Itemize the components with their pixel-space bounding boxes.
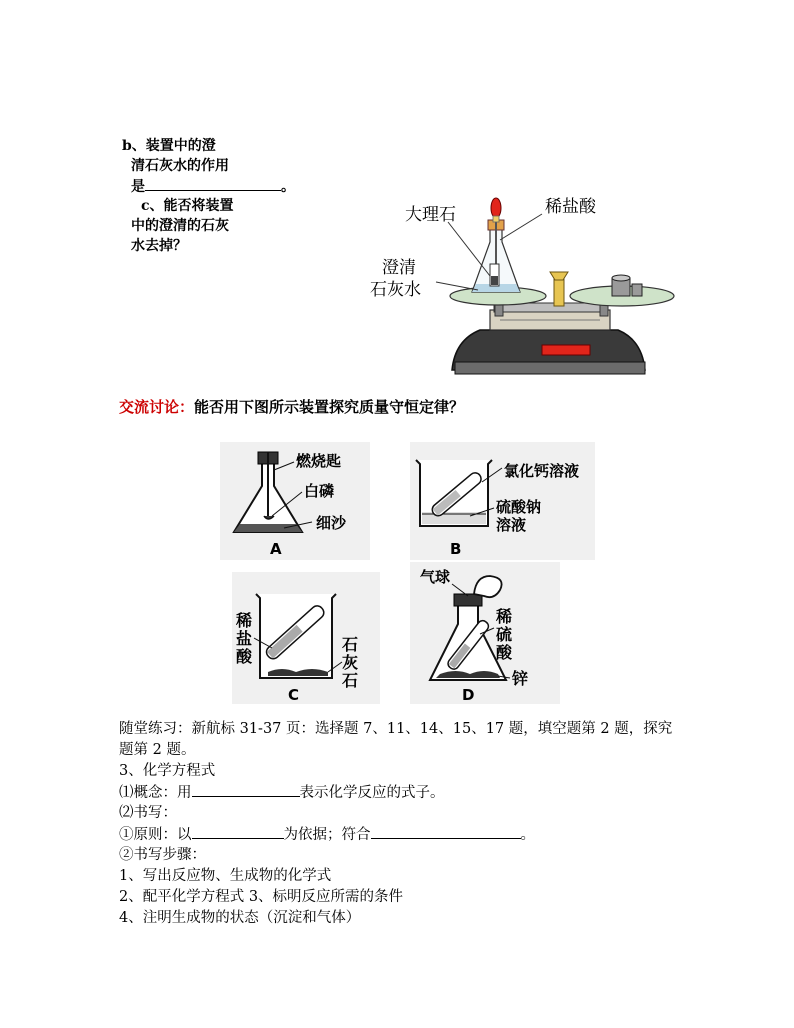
steps-title: ②书写步骤： (119, 847, 206, 863)
discussion-text: 能否用下图所示装置探究质量守恒定律？ (194, 398, 465, 416)
principle-line (119, 824, 535, 846)
dropper-bulb (491, 198, 501, 218)
concept-suffix: 表示化学反应的式子。 (299, 785, 445, 801)
label-dilute-hcl-c2: 盐 (236, 629, 253, 648)
step-4: 4、注明生成物的状态（沉淀和气体） (119, 910, 361, 926)
figure-c-hcl-limestone (232, 572, 380, 704)
label-dilute-h2so4-d2: 硫 (496, 625, 513, 644)
weight-small (632, 284, 642, 296)
concept-prefix: ⑴概念：用 (119, 785, 192, 801)
question-c-line1: c、能否将装置 (141, 198, 234, 214)
figure-a-phosphorus-combustion (220, 442, 370, 560)
label-na2so4-line1: 硫酸钠 (496, 498, 542, 516)
practice-line1: 随堂练习：新航标 31-37 页：选择题 7、11、14、15、17 题，填空题第 2 题，探究 (119, 721, 673, 737)
label-limewater-line2: 石灰水 (370, 280, 421, 300)
step-1: 1、写出反应物、生成物的化学式 (119, 868, 332, 884)
principle-suffix: 。 (520, 827, 535, 843)
answer-blank-b[interactable] (145, 176, 281, 191)
label-zinc: 锌 (512, 669, 529, 688)
label-dilute-hcl-c3: 酸 (236, 647, 253, 666)
question-c-line3: 水去掉？ (131, 238, 187, 254)
concept-line (119, 782, 445, 804)
caption-d: D (462, 686, 475, 704)
answer-blank-concept[interactable] (192, 782, 300, 797)
figure-d-h2so4-zinc (410, 562, 560, 704)
principle-mid: 为依据；符合 (283, 827, 371, 843)
label-balloon: 气球 (420, 568, 451, 586)
label-white-phosphorus: 白磷 (304, 482, 335, 500)
label-na2so4-line2: 溶液 (496, 516, 527, 534)
label-limestone-c2: 灰 (342, 653, 359, 672)
label-dilute-h2so4-d3: 酸 (496, 643, 513, 662)
question-c-line2: 中的澄清的石灰 (131, 218, 229, 234)
question-b-prefix: 是 (131, 179, 145, 195)
discussion-line (119, 397, 464, 418)
balance-apparatus-figure (360, 180, 680, 385)
practice-line2: 题第 2 题。 (119, 742, 196, 758)
label-dilute-h2so4-d1: 稀 (496, 607, 513, 626)
principle-prefix: ①原则：以 (119, 827, 192, 843)
caption-a: A (270, 540, 282, 558)
label-marble: 大理石 (405, 205, 456, 225)
label-cacl2-solution: 氯化钙溶液 (504, 462, 580, 480)
step-2-3: 2、配平化学方程式 3、标明反应所需的条件 (119, 889, 404, 905)
section3-title: 3、化学方程式 (119, 763, 216, 779)
label-fine-sand: 细沙 (316, 514, 347, 532)
question-b-line2: 清石灰水的作用 (131, 158, 229, 174)
caption-b: B (450, 540, 462, 558)
question-b-line1: b、装置中的澄 (122, 138, 216, 154)
answer-blank-basis[interactable] (192, 824, 284, 839)
label-spoon: 燃烧匙 (296, 452, 342, 470)
answer-blank-conform[interactable] (371, 824, 521, 839)
label-dilute-hcl: 稀盐酸 (545, 197, 596, 217)
label-dilute-hcl-c1: 稀 (236, 611, 253, 630)
label-limestone-c1: 石 (342, 635, 359, 654)
balance-red-label (542, 345, 590, 355)
label-limewater-line1: 澄清 (382, 258, 416, 278)
question-b-line3 (131, 176, 295, 197)
balance-base-bottom (455, 362, 645, 374)
question-b-suffix: 。 (281, 179, 295, 195)
discussion-label: 交流讨论： (119, 398, 195, 416)
label-limestone-c3: 石 (342, 671, 359, 690)
writing-line: ⑵书写： (119, 805, 177, 821)
caption-c: C (288, 686, 300, 704)
figure-b-cacl2-na2so4 (410, 442, 595, 560)
